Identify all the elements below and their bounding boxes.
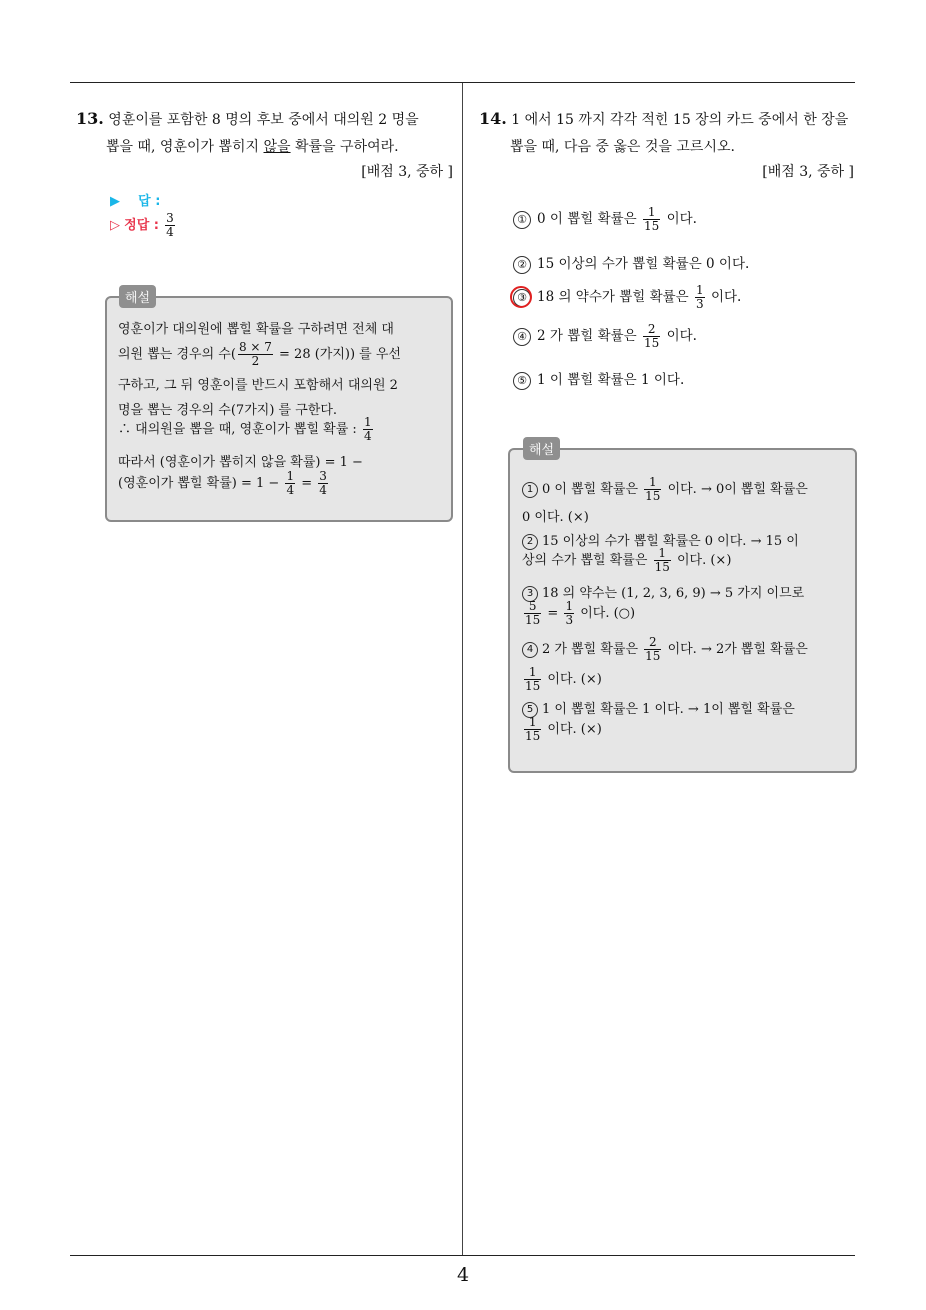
q13-line1 [76,109,419,129]
q13-answer-label: 답 : [138,194,161,209]
exp-mark-2: 2 [522,534,538,550]
q13-exp-l7 [118,470,330,497]
q14-choice-4[interactable] [513,323,697,350]
q14-exp-e2-fraction [654,547,671,574]
q13-correct-fraction [165,212,175,239]
q13-exp-l5a: ∴ 대의원을 뽑을 때, 영훈이가 뽑힐 확률 : [118,422,361,437]
choice-4-text-b: 이다. [662,328,697,344]
q13-exp-l5-fraction [363,416,373,443]
q13-exp-l7-eq: = [297,476,317,491]
q14-exp-e3a: 18 의 약수는 (1, 2, 3, 6, 9) → 5 가지 이므로 [542,586,805,601]
q13-exp-l7-fraction1 [285,470,295,497]
q13-exp-l7-den2: 4 [319,483,327,497]
q14-exp-e2-line2 [522,547,731,574]
q13-exp-l4: 명을 뽑는 경우의 수(7가지) 를 구한다. [118,403,338,418]
q14-choice-2[interactable] [513,252,749,274]
q13-exp-l2a: 의원 뽑는 경우의 수( [118,347,236,362]
page-number: 4 [456,1264,470,1286]
choice-4-mark: ④ [513,328,531,346]
q13-text1: 영훈이를 포함한 8 명의 후보 중에서 대의원 2 명을 [108,112,419,128]
q14-exp-e5-num: 1 [524,716,541,730]
play-icon: ▶ [110,194,120,209]
choice-4-text-a: 2 가 뽑힐 확률은 [537,328,641,344]
choice-2-text: 15 이상의 수가 뽑힐 확률은 0 이다. [537,256,750,272]
q13-exp-l6: 따라서 (영훈이가 뽑히지 않을 확률) = 1 − [118,455,363,470]
q14-exp-e4a: 2 가 뽑힐 확률은 [542,642,643,657]
choice-4-num: 2 [643,323,660,337]
q13-explanation-box [105,296,453,522]
q13-line2 [106,136,399,156]
q14-exp-e2-den: 15 [654,560,670,574]
q13-exp-l2-fraction [238,341,273,368]
exp-mark-3: 3 [522,586,538,602]
q14-exp-e4-fraction2 [524,666,541,693]
q13-correct-num: 3 [166,211,174,225]
q13-underlined: 않을 [263,139,291,155]
q14-exp-e3-fraction2 [564,600,574,627]
q14-exp-e4-fraction [644,636,661,663]
q14-exp-e3 [522,582,804,602]
q14-exp-e2-num: 1 [654,547,671,561]
choice-3-text-b: 이다. [706,289,742,305]
q13-exp-l1: 영훈이가 대의원에 뽑힐 확률을 구하려면 전체 대 [118,322,394,337]
q13-correct-label: 정답 : [124,218,159,233]
choice-3-text-a: 18 의 약수가 뽑힐 확률은 [537,289,694,305]
q14-choice-1[interactable] [513,206,697,233]
q14-exp-e3-num1: 5 [524,600,541,614]
choice-3-den: 3 [696,297,704,311]
q14-exp-e5b: 이다. (×) [543,722,602,737]
q14-exp-e4-num: 2 [644,636,661,650]
q14-exp-e4-den: 15 [645,649,661,663]
q14-text1: 1 에서 15 까지 각각 적힌 15 장의 카드 중에서 한 장을 [511,112,849,128]
q14-exp-e1c: 0 이다. (×) [522,510,589,525]
q13-explanation-tab: 해설 [119,285,156,308]
play-outline-icon: ▷ [110,218,120,233]
q13-exp-l7-num1: 1 [286,469,295,483]
q13-exp-l2b: = 28 (가지)) 를 우선 [274,347,401,362]
q13-meta: [배점 3, 중하 ] [361,164,453,180]
q13-exp-l7a: (영훈이가 뽑힐 확률) = 1 − [118,476,284,491]
exp-mark-5: 5 [522,702,538,718]
selected-answer-circle-icon [510,286,532,308]
q14-exp-e3-fraction1 [524,600,541,627]
q14-line1 [479,109,848,129]
choice-1-text-a: 0 이 뽑힐 확률은 [537,211,641,227]
q13-exp-l7-den1: 4 [286,483,295,497]
choice-1-den: 15 [644,219,660,233]
q14-exp-e3-num2: 1 [565,599,574,613]
q13-exp-l2-den: 2 [251,354,260,368]
q13-exp-l5-den: 4 [363,429,372,443]
q14-exp-e4-den2: 15 [525,679,541,693]
q14-exp-e5-line2 [522,716,602,743]
q14-choice-5[interactable] [513,368,684,390]
q14-exp-e5-den: 15 [525,729,541,743]
q13-exp-l7-num2: 3 [319,469,327,483]
q14-choice-3[interactable] [513,284,741,311]
choice-5-mark: ⑤ [513,372,531,390]
q14-exp-e1-fraction [644,476,661,503]
choice-4-fraction [643,323,660,350]
q14-exp-e4 [522,636,808,663]
q14-explanation-tab: 해설 [523,437,560,460]
q14-number: 14. [479,109,507,128]
q13-exp-l2-num: 8 × 7 [238,340,272,354]
q14-exp-e3-line2 [522,600,635,627]
q14-exp-e5 [522,698,795,718]
q14-exp-e1a: 0 이 뽑힐 확률은 [542,482,643,497]
q14-exp-e3b: 이다. (○) [576,606,636,621]
exp-mark-4: 4 [522,642,538,658]
q14-exp-e1-den: 15 [645,489,661,503]
q14-exp-e4b: 이다. → 2가 뽑힐 확률은 [663,642,808,657]
q14-meta: [배점 3, 중하 ] [762,164,854,180]
q13-exp-l5 [118,416,375,443]
q14-explanation-box [508,448,857,773]
q13-exp-l3: 구하고, 그 뒤 영훈이를 반드시 포함해서 대의원 2 [118,378,398,393]
q13-exp-l5-num: 1 [363,415,372,429]
choice-5-text: 1 이 뽑힐 확률은 1 이다. [537,372,685,388]
choice-1-fraction [643,206,660,233]
q13-text2a: 뽑을 때, 영훈이가 뽑히지 [106,139,264,155]
choice-3-num: 1 [696,283,704,297]
choice-1-text-b: 이다. [662,211,697,227]
choice-4-den: 15 [644,336,660,350]
q14-exp-e2b: 상의 수가 뽑힐 확률은 [522,553,652,568]
choice-1-mark: ① [513,211,531,229]
q14-exp-e5-fraction [524,716,541,743]
q13-exp-l2 [118,341,401,368]
choice-3-mark: ③ [513,289,531,307]
q14-exp-e1-num: 1 [644,476,661,490]
q13-exp-l7-fraction2 [318,470,328,497]
q14-exp-e3-den1: 15 [525,613,541,627]
q14-exp-e4c: 이다. (×) [543,672,602,687]
choice-1-num: 1 [643,206,660,220]
exp-mark-1: 1 [522,482,538,498]
q13-text2b: 확률을 구하여라. [290,139,399,155]
q14-exp-e3-den2: 3 [565,613,574,627]
q13-correct-den: 4 [166,225,174,239]
q14-exp-e4-num2: 1 [524,666,541,680]
q14-exp-e1 [522,476,808,503]
q14-exp-e3-eq: = [543,606,563,621]
q13-answer-row [110,190,160,209]
q14-exp-e4-line2 [522,666,602,693]
q14-exp-e1b: 이다. → 0이 뽑힐 확률은 [663,482,808,497]
q14-exp-e5a: 1 이 뽑힐 확률은 1 이다. → 1이 뽑힐 확률은 [542,702,795,717]
choice-2-mark: ② [513,256,531,274]
q14-exp-e2c: 이다. (×) [672,553,732,568]
q14-line2: 뽑을 때, 다음 중 옳은 것을 고르시오. [510,139,735,155]
column-divider [462,83,463,1255]
q14-exp-e2a: 15 이상의 수가 뽑힐 확률은 0 이다. → 15 이 [542,534,799,549]
q13-number: 13. [76,109,104,128]
q13-correct-row [110,212,177,239]
choice-3-fraction [695,284,705,311]
bottom-rule [70,1255,855,1256]
